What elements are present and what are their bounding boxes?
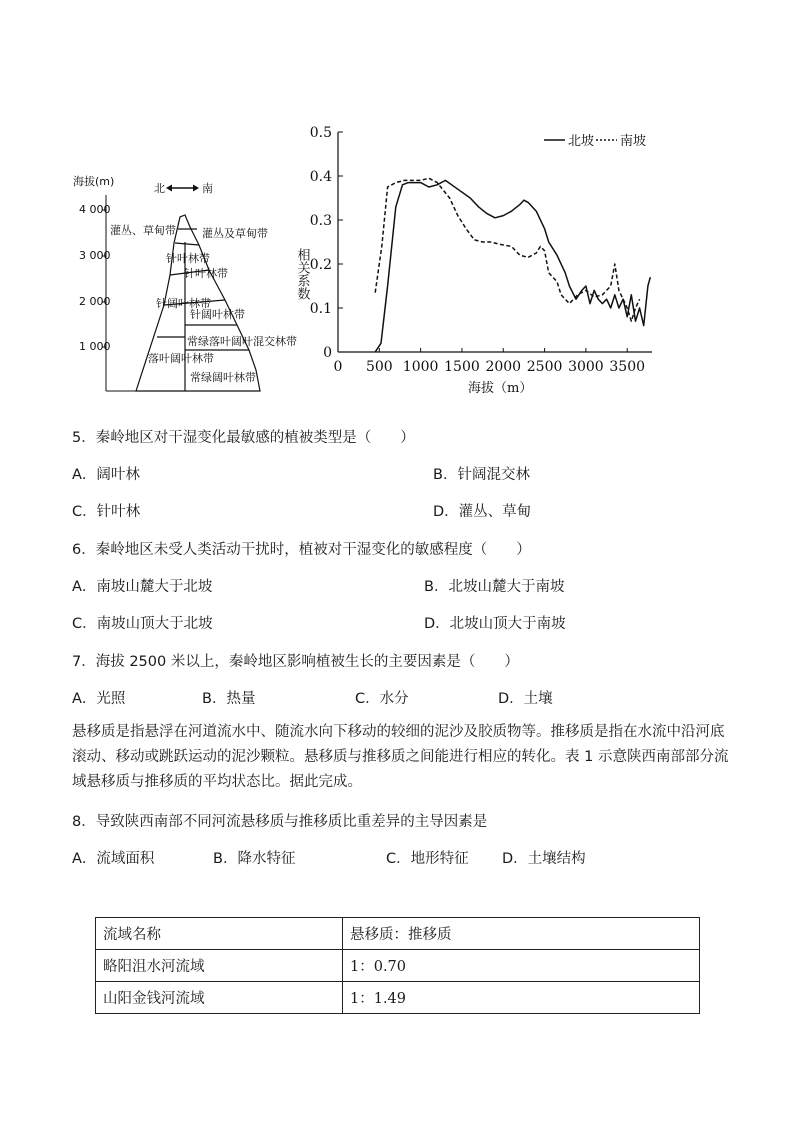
cell-basin-name: 略阳沮水河流域: [96, 950, 343, 982]
tick-4000: 4 000: [79, 203, 111, 216]
question-8-stem: 8．导致陕西南部不同河流悬移质与推移质比重差异的主导因素是: [72, 814, 488, 830]
q8-option-c[interactable]: C．地形特征: [386, 851, 469, 867]
q5-option-a[interactable]: A．阔叶林: [72, 467, 140, 483]
vegetation-zone-diagram: [60, 165, 300, 405]
q5-option-c[interactable]: C．针叶林: [72, 504, 141, 520]
header-ratio: 悬移质：推移质: [343, 918, 700, 950]
cell-ratio: 1：0.70: [343, 950, 700, 982]
q8-option-a[interactable]: A．流域面积: [72, 851, 155, 867]
south-zone-evergreen: 常绿阔叶林带: [190, 371, 256, 384]
altitude-axis-title: 海拔(m): [73, 175, 115, 188]
x-tick-label: 0: [333, 359, 343, 375]
table-row: [96, 982, 700, 1014]
q7-option-d[interactable]: D．土壤: [498, 691, 553, 707]
q8-option-d[interactable]: D．土壤结构: [502, 851, 586, 867]
question-5-stem: 5．秦岭地区对干湿变化最敏感的植被类型是（ ）: [72, 430, 415, 446]
north-zone-deciduous: 落叶阔叶林带: [148, 352, 214, 365]
header-basin-name: 流域名称: [96, 918, 343, 950]
q6-option-c[interactable]: C．南坡山顶大于北坡: [72, 616, 213, 632]
x-tick-label: 3500: [609, 359, 646, 375]
south-label: 南: [202, 182, 213, 195]
q7-option-b[interactable]: B．热量: [202, 691, 256, 707]
q7-option-a[interactable]: A．光照: [72, 691, 126, 707]
y-tick-label: 0.1: [309, 301, 332, 317]
q7-option-c[interactable]: C．水分: [355, 691, 409, 707]
north-zone-shrub-meadow: 灌丛、草甸带: [110, 224, 176, 237]
question-7-stem: 7．海拔 2500 米以上，秦岭地区影响植被生长的主要因素是（ ）: [72, 654, 519, 670]
y-tick-label: 0.2: [309, 257, 332, 273]
north-label: 北: [154, 182, 165, 195]
reading-passage: 悬移质是指悬浮在河道流水中、随流水向下移动的较细的泥沙及胶质物等。推移质是指在水流中沿河底滚动、移动或跳跃运动的泥沙颗粒。悬移质与推移质之间能进行相应的转化。表 1 示意陕西南部部分流域悬移质与推移质的平均状态比。据此完成。: [72, 724, 729, 790]
sediment-ratio-table: [95, 917, 700, 1014]
legend-north-slope: 北坡: [568, 134, 595, 149]
y-tick-label: 0.4: [309, 169, 332, 185]
tick-2000: 2 000: [79, 295, 111, 308]
x-tick-label: 1500: [444, 359, 480, 375]
north-zone-conifer: 针叶林带: [166, 252, 210, 265]
q5-option-d[interactable]: D．灌丛、草甸: [433, 504, 532, 520]
correlation-line-chart: [294, 118, 680, 408]
tick-3000: 3 000: [79, 249, 111, 262]
table-row: [96, 950, 700, 982]
north-zone-mixed: 针阔叶林带: [156, 297, 211, 310]
y-axis-label: 相关系数: [294, 248, 310, 300]
q6-option-a[interactable]: A．南坡山麓大于北坡: [72, 579, 213, 595]
chart-legend: [544, 133, 646, 149]
y-tick-label: 0.5: [309, 125, 332, 141]
cell-ratio: 1：1.49: [343, 982, 700, 1014]
question-6-stem: 6．秦岭地区未受人类活动干扰时，植被对干湿变化的敏感程度（ ）: [72, 542, 531, 558]
q6-option-b[interactable]: B．北坡山麓大于南坡: [424, 579, 565, 595]
q5-option-b[interactable]: B．针阔混交林: [433, 467, 530, 483]
cell-basin-name: 山阳金钱河流域: [96, 982, 343, 1014]
series-line-south-slope: [375, 178, 639, 321]
south-zone-mixed-evergreen: 常绿落叶阔叶混交林带: [187, 335, 297, 348]
tick-1000: 1 000: [79, 340, 111, 353]
south-zone-mixed: 针阔叶林带: [190, 308, 245, 321]
south-zone-shrub-meadow: 灌丛及草甸带: [202, 227, 268, 240]
x-tick-label: 3000: [568, 359, 604, 375]
table-header-row: [96, 918, 700, 950]
series-line-north-slope: [375, 180, 650, 352]
y-tick-label: 0: [323, 345, 332, 361]
x-axis-label: 海拔（m）: [468, 381, 533, 396]
x-tick-label: 2000: [485, 359, 522, 375]
x-tick-label: 2500: [526, 359, 563, 375]
x-tick-label: 1000: [402, 359, 439, 375]
q6-option-d[interactable]: D．北坡山顶大于南坡: [424, 616, 566, 632]
south-zone-conifer: 针叶林带: [184, 267, 228, 280]
direction-arrow-icon: [166, 185, 199, 192]
legend-south-slope: 南坡: [620, 134, 647, 149]
x-tick-label: 500: [365, 359, 393, 375]
y-tick-label: 0.3: [309, 213, 332, 229]
q8-option-b[interactable]: B．降水特征: [213, 851, 296, 867]
